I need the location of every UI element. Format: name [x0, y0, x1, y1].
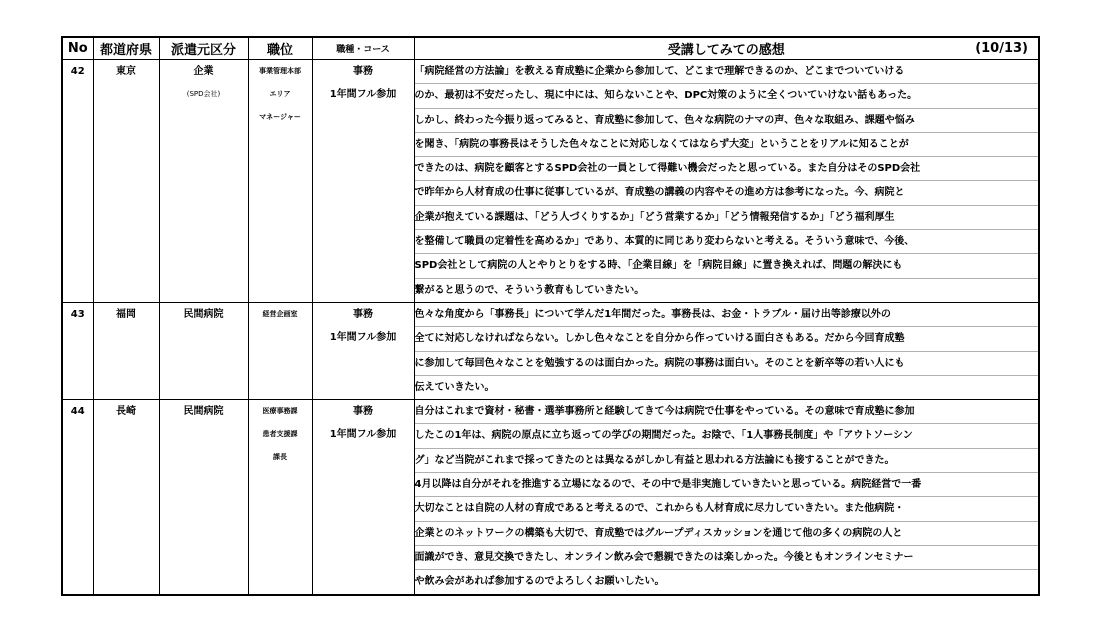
impression-line: 4月以降は自分がそれを推進する立場になるので、その中で是非実施していきたいと思っている。病院経営で一番 [415, 473, 1039, 497]
row-course: 1年間フル参加 [329, 429, 397, 441]
row-no-cell [62, 302, 93, 399]
row-position-line: 事業管理本部 [259, 67, 301, 75]
row-course: 1年間フル参加 [329, 331, 397, 343]
header-position: 職位 [248, 37, 312, 60]
impression-line: を整備して職員の定着性を高めるか」であり、本質的に同じあり変わらないと考える。そういう意味で、今後、 [415, 230, 1039, 254]
table-row [62, 400, 1039, 595]
impression-line: したこの1年は、病院の原点に立ち返っての学びの期間だった。お陰で、「1人事務長制度」や「アウトソーシン [415, 424, 1039, 448]
impression-line: 面識ができ、意見交換できたし、オンライン飲み会で懇親できたのは楽しかった。今後ともオンラインセミナー [415, 546, 1039, 570]
header-no: No [62, 37, 93, 60]
impression-line: しかし、終わった今振り返ってみると、育成塾に参加して、色々な病院のナマの声、色々な取組み、課題や悩み [415, 109, 1039, 133]
row-dispatch-cell [159, 60, 248, 303]
impression-line: グ」など当院がこれまで採ってきたのとは異なるがしかし有益と思われる方法論にも接することができた。 [415, 449, 1039, 473]
row-job: 事務 [353, 66, 373, 77]
impression-line: SPD会社として病院の人とやりとりをする時、「企業目線」を「病院目線」に置き換えれば、問題の解決にも [415, 254, 1039, 278]
row-prefecture-cell [93, 302, 159, 399]
header-impression [414, 37, 1039, 60]
row-dispatch: 企業 [193, 66, 214, 77]
row-position-line: 患者支援課 [262, 430, 298, 439]
table-row [62, 60, 1039, 303]
row-position-line: 課長 [273, 453, 287, 462]
row-prefecture: 福岡 [116, 308, 136, 320]
row-position-cell [248, 60, 312, 303]
impression-line: 伝えていきたい。 [414, 381, 495, 393]
header-impression-label: 受講してみての感想 [667, 43, 785, 58]
row-position-cell [248, 400, 312, 595]
row-dispatch-sub: (SPD会社) [186, 90, 221, 98]
row-no: 43 [70, 308, 85, 320]
header-row [62, 37, 1039, 60]
impression-line: 企業とのネットワークの構築も大切で、育成塾ではグループディスカッションを通じて他の多くの病院の人と [415, 522, 1039, 546]
row-no-cell [62, 400, 93, 595]
row-position-line: 経営企画室 [262, 309, 298, 318]
row-impression-cell [414, 60, 1039, 303]
impression-line: を聞き、「病院の事務長はそうした色々なことに対応しなくてはならず大変」ということをリアルに知ることが [415, 133, 1039, 157]
row-course-cell [312, 60, 414, 303]
row-job: 事務 [353, 308, 373, 320]
row-course-cell [312, 302, 414, 399]
impression-line: 自分はこれまで資材・秘書・選挙事務所と経験してきて今は病院で仕事をやっている。その意味で育成塾に参加 [415, 400, 1039, 424]
row-job: 事務 [353, 406, 373, 418]
impression-line: 全てに対応しなければならない。しかし色々なことを自分から作っていける面白さもある。だから今回育成塾 [415, 327, 1039, 351]
header-dispatch: 派遣元区分 [159, 37, 248, 60]
row-prefecture-cell [93, 60, 159, 303]
row-impression-cell [414, 302, 1039, 399]
row-prefecture: 長崎 [116, 406, 136, 418]
row-dispatch: 民間病院 [183, 308, 224, 320]
row-prefecture-cell [93, 400, 159, 595]
row-impression-cell [414, 400, 1039, 595]
row-prefecture: 東京 [116, 66, 136, 77]
impression-line: 繋がると思うので、そういう教育もしていきたい。 [414, 284, 645, 296]
page-indicator: (10/13) [975, 41, 1028, 56]
header-course: 職種・コース [312, 37, 414, 60]
row-no: 42 [70, 66, 85, 77]
impression-line: 大切なことは自院の人材の育成であると考えるので、これからも人材育成に尽力していきたい。また他病院・ [415, 497, 1039, 521]
impression-line: や飲み会があれば参加するのでよろしくお願いしたい。 [414, 576, 665, 588]
impression-line: 「病院経営の方法論」を教える育成塾に企業から参加して、どこまで理解できるのか、どこまでついていける [415, 60, 1039, 84]
impression-line: 色々な角度から「事務長」について学んだ1年間だった。事務長は、お金・トラブル・届け出等診療以外の [415, 303, 1039, 327]
impression-line: のか、最初は不安だったし、現に中には、知らないことや、DPC対策のように全くついていけない話もあった。 [415, 84, 1039, 108]
row-dispatch: 民間病院 [183, 406, 224, 418]
impression-line: できたのは、病院を顧客とするSPD会社の一員として得難い機会だったと思っている。また自分はそのSPD会社 [415, 157, 1039, 181]
row-course-cell [312, 400, 414, 595]
impression-table [61, 36, 1040, 596]
row-dispatch-cell [159, 400, 248, 595]
row-no: 44 [70, 406, 85, 418]
table-row [62, 302, 1039, 399]
row-position-line: エリア [269, 90, 291, 98]
header-prefecture: 都道府県 [93, 37, 159, 60]
row-position-line: マネージャー [259, 113, 301, 121]
impression-line: で昨年から人材育成の仕事に従事しているが、育成塾の講義の内容やその進め方は参考になった。今、病院と [415, 181, 1039, 205]
row-course: 1年間フル参加 [329, 89, 397, 100]
row-dispatch-cell [159, 302, 248, 399]
impression-line: 企業が抱えている課題は、「どう人づくりするか」「どう営業するか」「どう情報発信するか」「どう福利厚生 [415, 206, 1039, 230]
impression-line: に参加して毎回色々なことを勉強するのは面白かった。病院の事務は面白い。そのことを新卒等の若い人にも [415, 352, 1039, 376]
row-no-cell [62, 60, 93, 303]
row-position-cell [248, 302, 312, 399]
row-position-line: 医療事務課 [262, 407, 298, 416]
